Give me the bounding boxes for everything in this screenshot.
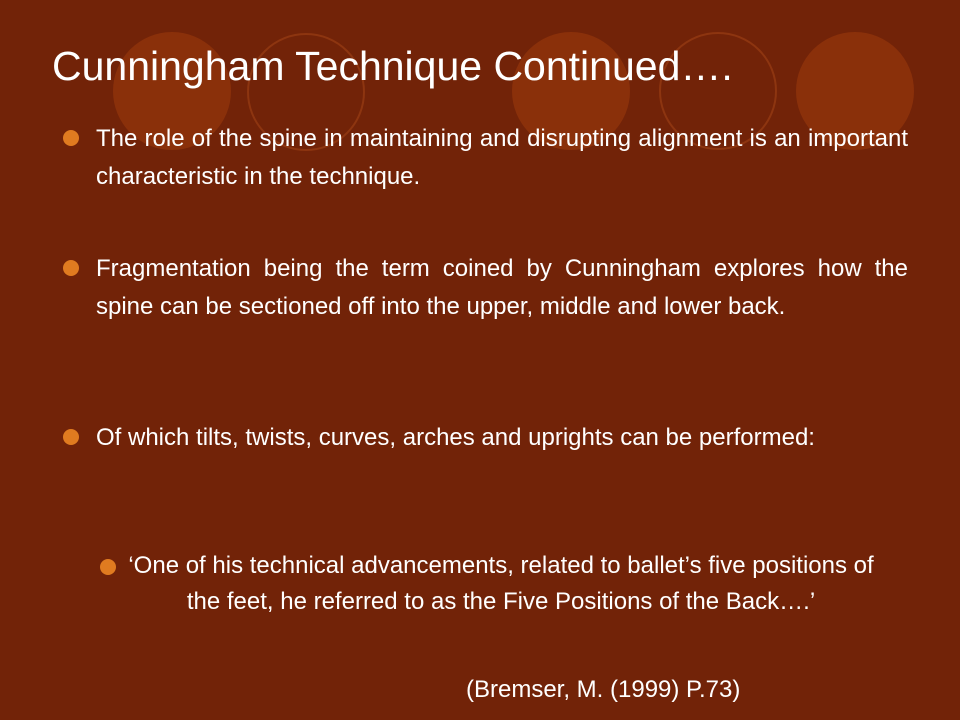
slide-title: Cunningham Technique Continued….	[52, 43, 733, 89]
bullet-item	[60, 419, 908, 457]
quote-text: ‘One of his technical advancements, related to ballet’s five positions of the feet, he referred to as the Five Positions of the Back….’	[128, 552, 874, 615]
bullet-dot-icon	[63, 429, 79, 445]
bullet-item	[60, 250, 908, 326]
bullet-dot-icon	[63, 130, 79, 146]
bullet-text: Fragmentation being the term coined by Cunningham explores how the spine can be sectioned off into the upper, middle and lower back.	[96, 255, 908, 320]
quote-block	[100, 548, 900, 620]
citation: (Bremser, M. (1999) P.73)	[466, 676, 741, 703]
bullet-text: The role of the spine in maintaining and disrupting alignment is an important characteristic in the technique.	[96, 125, 908, 190]
bullet-dot-icon	[100, 559, 116, 575]
bullet-dot-icon	[63, 260, 79, 276]
bullet-item	[60, 120, 908, 196]
bullet-text: Of which tilts, twists, curves, arches and uprights can be performed:	[96, 424, 815, 451]
